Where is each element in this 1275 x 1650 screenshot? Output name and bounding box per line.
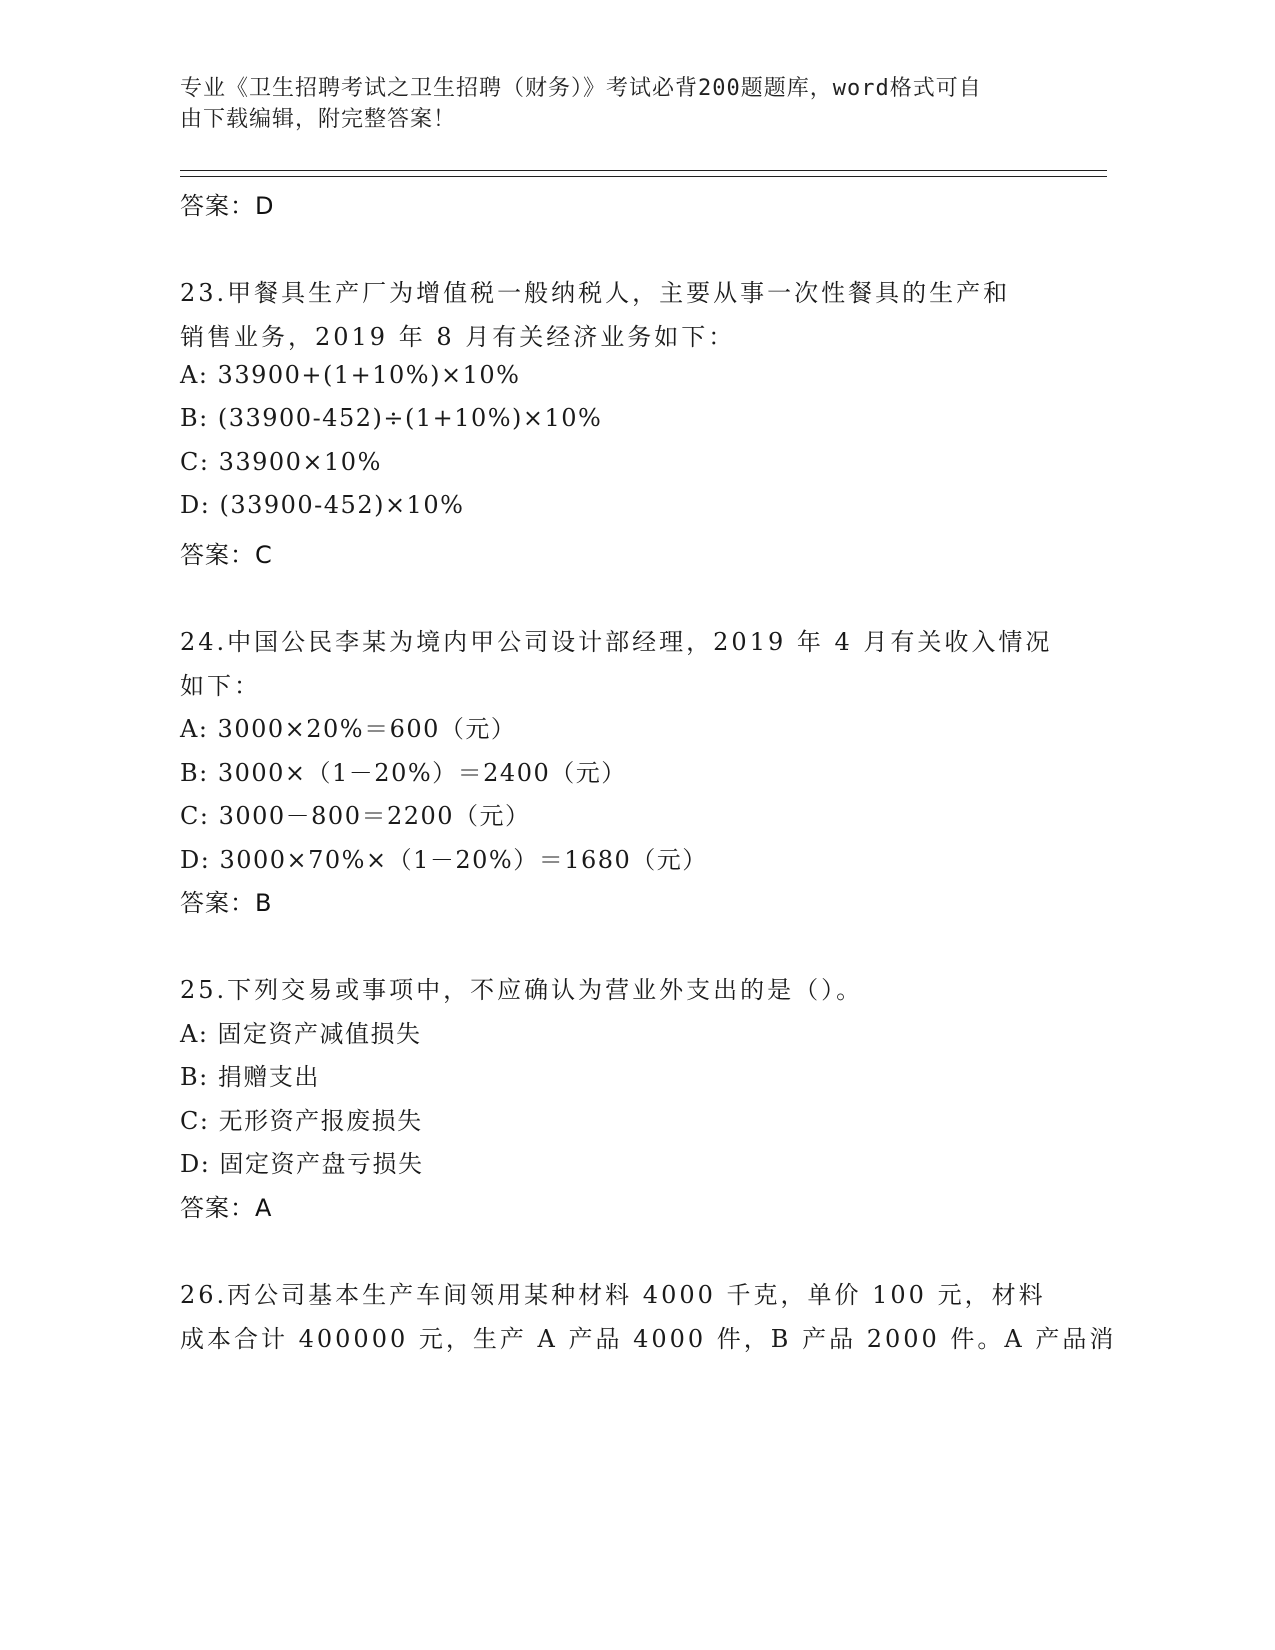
question-23-line-1: 23.甲餐具生产厂为增值税一般纳税人，主要从事一次性餐具的生产和 bbox=[180, 279, 1011, 307]
question-23-option-d: D: (33900-452)×10% bbox=[180, 491, 465, 519]
question-24-option-c: C: 3000－800＝2200（元） bbox=[180, 802, 531, 830]
answer-24: 答案：B bbox=[180, 889, 273, 917]
question-23-option-c: C: 33900×10% bbox=[180, 448, 382, 476]
question-24-option-b: B: 3000×（1－20%）＝2400（元） bbox=[180, 759, 627, 787]
question-25-option-a: A: 固定资产减值损失 bbox=[180, 1020, 422, 1048]
question-24-line-2: 如下： bbox=[180, 672, 261, 700]
question-26-line-1: 26.丙公司基本生产车间领用某种材料 4000 千克，单价 100 元，材料 bbox=[180, 1281, 1046, 1309]
question-25-option-b: B: 捐赠支出 bbox=[180, 1063, 320, 1091]
question-25-option-c: C: 无形资产报废损失 bbox=[180, 1107, 423, 1135]
question-25-option-d: D: 固定资产盘亏损失 bbox=[180, 1150, 424, 1178]
question-24-option-d: D: 3000×70%×（1－20%）＝1680（元） bbox=[180, 846, 708, 874]
header-title-line-2: 由下载编辑，附完整答案！ bbox=[180, 107, 457, 132]
page-header bbox=[180, 73, 1080, 135]
question-25-line-1: 25.下列交易或事项中，不应确认为营业外支出的是（）。 bbox=[180, 976, 864, 1004]
header-divider bbox=[180, 170, 1107, 177]
answer-25: 答案：A bbox=[180, 1194, 273, 1222]
answer-23: 答案：C bbox=[180, 541, 273, 569]
answer-22: 答案：D bbox=[180, 192, 275, 220]
question-23-line-2: 销售业务，2019 年 8 月有关经济业务如下： bbox=[180, 323, 736, 351]
header-title-line-1: 专业《卫生招聘考试之卫生招聘（财务）》考试必背200题题库，word格式可自 bbox=[180, 76, 982, 101]
question-24-option-a: A: 3000×20%＝600（元） bbox=[180, 715, 517, 743]
question-26-line-2: 成本合计 400000 元，生产 A 产品 4000 件，B 产品 2000 件。A 产品消 bbox=[180, 1325, 1117, 1353]
question-23-option-a: A: 33900+(1+10%)×10% bbox=[180, 361, 521, 389]
question-24-line-1: 24.中国公民李某为境内甲公司设计部经理，2019 年 4 月有关收入情况 bbox=[180, 628, 1053, 656]
question-23-option-b: B: (33900-452)÷(1+10%)×10% bbox=[180, 404, 603, 432]
